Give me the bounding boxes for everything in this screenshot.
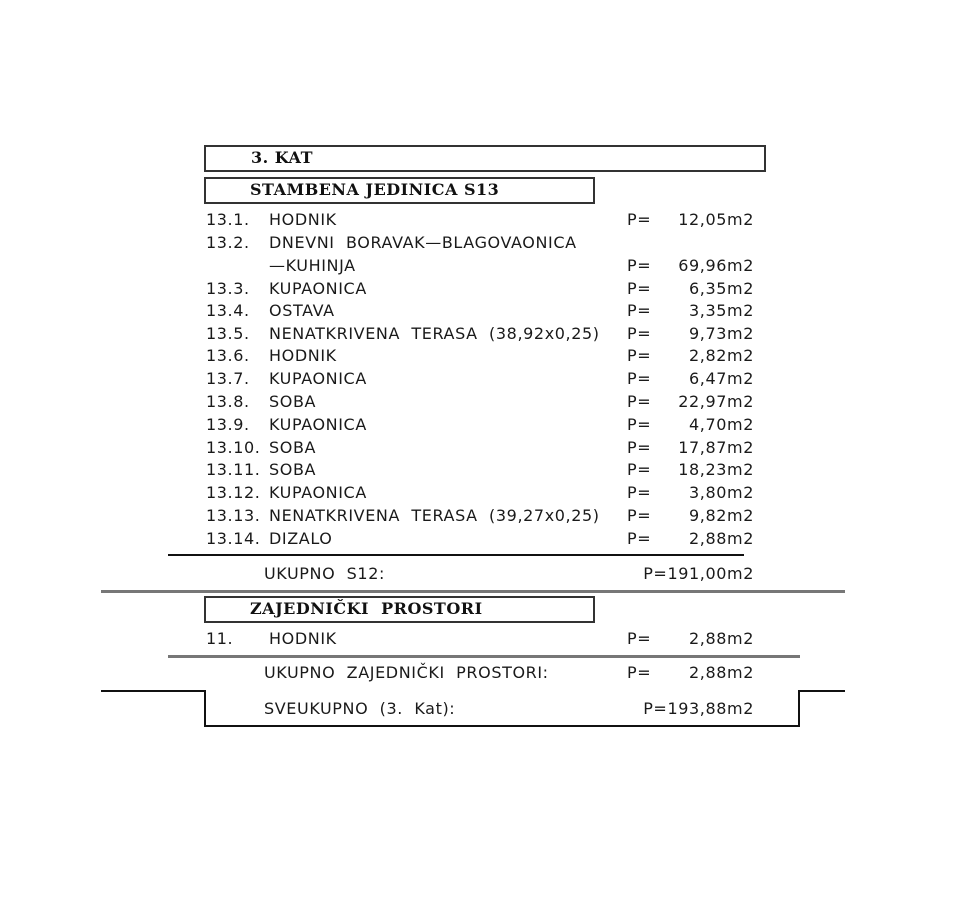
room-name: KUPAONICA [269,415,367,434]
room-name: OSTAVA [269,301,335,320]
common-title: ZAJEDNIČKI PROSTORI [250,599,483,618]
area-value: 9,82m2 [689,506,754,525]
room-number: 13.4. [206,301,250,320]
unit-title: STAMBENA JEDINICA S13 [250,180,500,199]
room-number: 13.8. [206,392,250,411]
room-number: 13.5. [206,324,250,343]
area-value: 2,88m2 [689,529,754,548]
area-label: P= [627,256,652,275]
area-value: 6,35m2 [689,279,754,298]
area-value: 9,73m2 [689,324,754,343]
area-value: 3,35m2 [689,301,754,320]
room-name: KUPAONICA [269,483,367,502]
area-label: P= [627,346,652,365]
area-value: 22,97m2 [678,392,754,411]
area-value: 12,05m2 [678,210,754,229]
area-label: P= [627,629,652,648]
room-name-continued: —KUHINJA [269,256,356,275]
room-number: 13.6. [206,346,250,365]
section-divider [101,590,845,593]
room-name: DIZALO [269,529,333,548]
area-label: P= [627,392,652,411]
area-label: P= [627,210,652,229]
room-name: SOBA [269,392,317,411]
grand-total-value: P=193,88m2 [643,699,754,718]
grand-total-label: SVEUKUPNO (3. Kat): [264,699,456,718]
area-label: P= [627,301,652,320]
room-name: HODNIK [269,210,337,229]
room-name: HODNIK [269,629,337,648]
room-name: SOBA [269,438,317,457]
unit-total-divider [168,554,744,556]
area-label: P= [627,438,652,457]
unit-total-label: UKUPNO S12: [264,564,385,583]
room-number: 11. [206,629,234,648]
room-name: DNEVNI BORAVAK—BLAGOVAONICA [269,233,577,252]
floor-title: 3. KAT [251,148,313,167]
room-number: 13.2. [206,233,250,252]
area-label: P= [627,506,652,525]
room-name: SOBA [269,460,317,479]
room-number: 13.10. [206,438,261,457]
area-value: 17,87m2 [678,438,754,457]
area-value: 3,80m2 [689,483,754,502]
room-number: 13.11. [206,460,261,479]
area-label: P= [627,460,652,479]
area-value: 6,47m2 [689,369,754,388]
room-name: KUPAONICA [269,369,367,388]
common-total-value: 2,88m2 [689,663,754,682]
room-name: KUPAONICA [269,279,367,298]
unit-total-value: P=191,00m2 [643,564,754,583]
area-label: P= [627,279,652,298]
room-name: NENATKRIVENA TERASA (39,27x0,25) [269,506,600,525]
area-label: P= [627,324,652,343]
room-number: 13.7. [206,369,250,388]
area-value: 2,82m2 [689,346,754,365]
area-label: P= [627,369,652,388]
area-label: P= [627,529,652,548]
area-label: P= [627,415,652,434]
area-value: 2,88m2 [689,629,754,648]
room-number: 13.12. [206,483,261,502]
common-total-divider [168,655,800,658]
room-name: HODNIK [269,346,337,365]
area-label: P= [627,483,652,502]
room-number: 13.1. [206,210,250,229]
room-number: 13.3. [206,279,250,298]
area-value: 18,23m2 [678,460,754,479]
room-number: 13.14. [206,529,261,548]
common-total-p: P= [627,663,652,682]
room-name: NENATKRIVENA TERASA (38,92x0,25) [269,324,600,343]
common-total-label: UKUPNO ZAJEDNIČKI PROSTORI: [264,663,549,682]
area-value: 4,70m2 [689,415,754,434]
area-value: 69,96m2 [678,256,754,275]
room-number: 13.9. [206,415,250,434]
room-number: 13.13. [206,506,261,525]
